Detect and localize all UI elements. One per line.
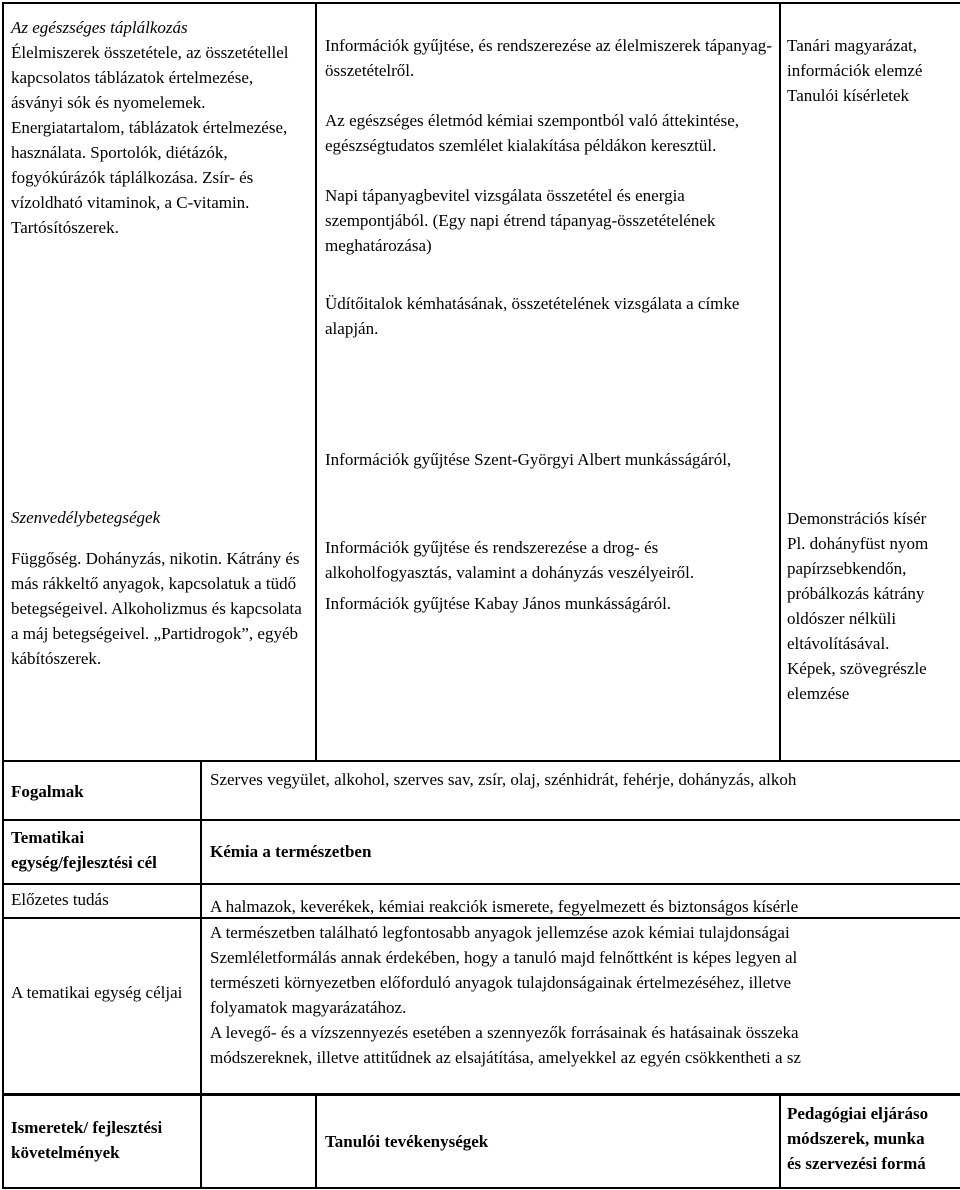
table-border [315,2,317,761]
method-line: próbálkozás kátrány [787,584,925,603]
table-border [779,2,781,761]
header-pedagogical-methods [787,1101,960,1176]
table-border [2,1093,960,1096]
table-border [315,1095,317,1188]
table-border [2,883,960,885]
table-border [2,760,4,1188]
method-line: Képek, szövegrészle [787,659,927,678]
method-line: Tanári magyarázat, [787,36,918,55]
table-border [2,760,960,762]
goal-line: természeti környezetben előforduló anyagok tulajdonságainak értelmezéséhez, illetve [210,973,792,992]
header-requirements: Ismeretek/ fejlesztési követelmények [11,1118,163,1162]
fogalmak-label: Fogalmak [11,782,84,801]
activity-text: Az egészséges életmód kémiai szempontból való áttekintése, egészségtudatos szemlélet kialakítása példákon keresztül. [325,111,740,155]
table-border [2,1187,960,1189]
method-line: Pl. dohányfüst nyom [787,534,929,553]
section-content: Függőség. Dohányzás, nikotin. Kátrány és más rákkeltő anyagok, kapcsolatuk a tüdő betegségeivel. Alkoholizmus és kapcsolata a máj betegségeivel. „Partidrogok”, egyéb kábítószerek. [11,549,302,668]
method-line: oldószer nélküli [787,609,897,628]
methods-nutrition [787,33,960,108]
method-line: elemzése [787,684,850,703]
method-line: információk elemzé [787,61,923,80]
header-line: Pedagógiai eljáráso [787,1104,929,1123]
goal-line: folyamatok magyarázatához. [210,998,407,1017]
activity-text: Információk gyűjtése és rendszerezése a drog- és alkoholfogyasztás, valamint a dohányzás veszélyeiről. [325,538,695,582]
header-line: és szervezési formá [787,1154,926,1173]
activities-nutrition [325,33,773,341]
section-heading: Szenvedélybetegségek [11,508,161,527]
goal-line: Szemléletformálás annak érdekében, hogy a tanuló majd felnőttként is képes legyen al [210,948,798,967]
elozetes-label: Előzetes tudás [11,890,109,909]
table-border [2,2,4,761]
table-border [2,2,960,4]
tematikai-label: Tematikai egység/fejlesztési cél [11,828,157,872]
section-heading: Az egészséges táplálkozás [11,18,188,37]
table-border [2,819,960,821]
header-line: módszerek, munka [787,1129,925,1148]
celjai-value [210,920,960,1070]
goal-line: módszereknek, illetve attitűdnek az elsajátítása, amelyekkel az egyén csökkentheti a sz [210,1048,801,1067]
celjai-label: A tematikai egység céljai [11,983,183,1002]
method-line: eltávolításával. [787,634,890,653]
method-line: Tanulói kísérletek [787,86,910,105]
topic-addictions [11,505,307,671]
activity-text: Üdítőitalok kémhatásának, összetételének vizsgálata a címke alapján. [325,294,740,338]
topic-healthy-nutrition [11,15,307,240]
activity-text: Információk gyűjtése Kabay János munkásságáról. [325,594,672,613]
activity-text: Információk gyűjtése Szent-Györgyi Albert munkásságáról, [325,450,732,469]
method-line: papírzsebkendőn, [787,559,907,578]
activity-text: Napi tápanyagbevitel vizsgálata összetétel és energia szempontjából. (Egy napi étrend tápanyag-összetételének meghatározása) [325,186,716,255]
methods-addictions [787,506,960,706]
header-student-activities: Tanulói tevékenységek [325,1132,489,1151]
tematikai-value: Kémia a természetben [210,842,372,861]
activity-text: Információk gyűjtése, és rendszerezése az élelmiszerek tápanyag-összetételről. [325,36,772,80]
elozetes-value: A halmazok, keverékek, kémiai reakciók ismerete, fegyelmezett és biztonságos kísérle [210,897,799,916]
goal-line: A természetben található legfontosabb anyagok jellemzése azok kémiai tulajdonságai [210,923,790,942]
section-content: Élelmiszerek összetétele, az összetétellel kapcsolatos táblázatok értelmezése, ásványi sók és nyomelemek. Energiatartalom, táblázatok értelmezése, használata. Sportolók, diétázók, fogyókúrázók táplálkozása. Zsír- és vízoldható vitaminok, a C-vitamin. Tartósítószerek. [11,43,289,237]
goal-line: A levegő- és a vízszennyezés esetében a szennyezők forrásainak és hatásainak összeka [210,1023,799,1042]
table-border [779,1095,781,1188]
method-line: Demonstrációs kísér [787,509,927,528]
fogalmak-value: Szerves vegyület, alkohol, szerves sav, zsír, olaj, szénhidrát, fehérje, dohányzás, alkoh [210,770,797,789]
activities-addictions [325,447,773,616]
